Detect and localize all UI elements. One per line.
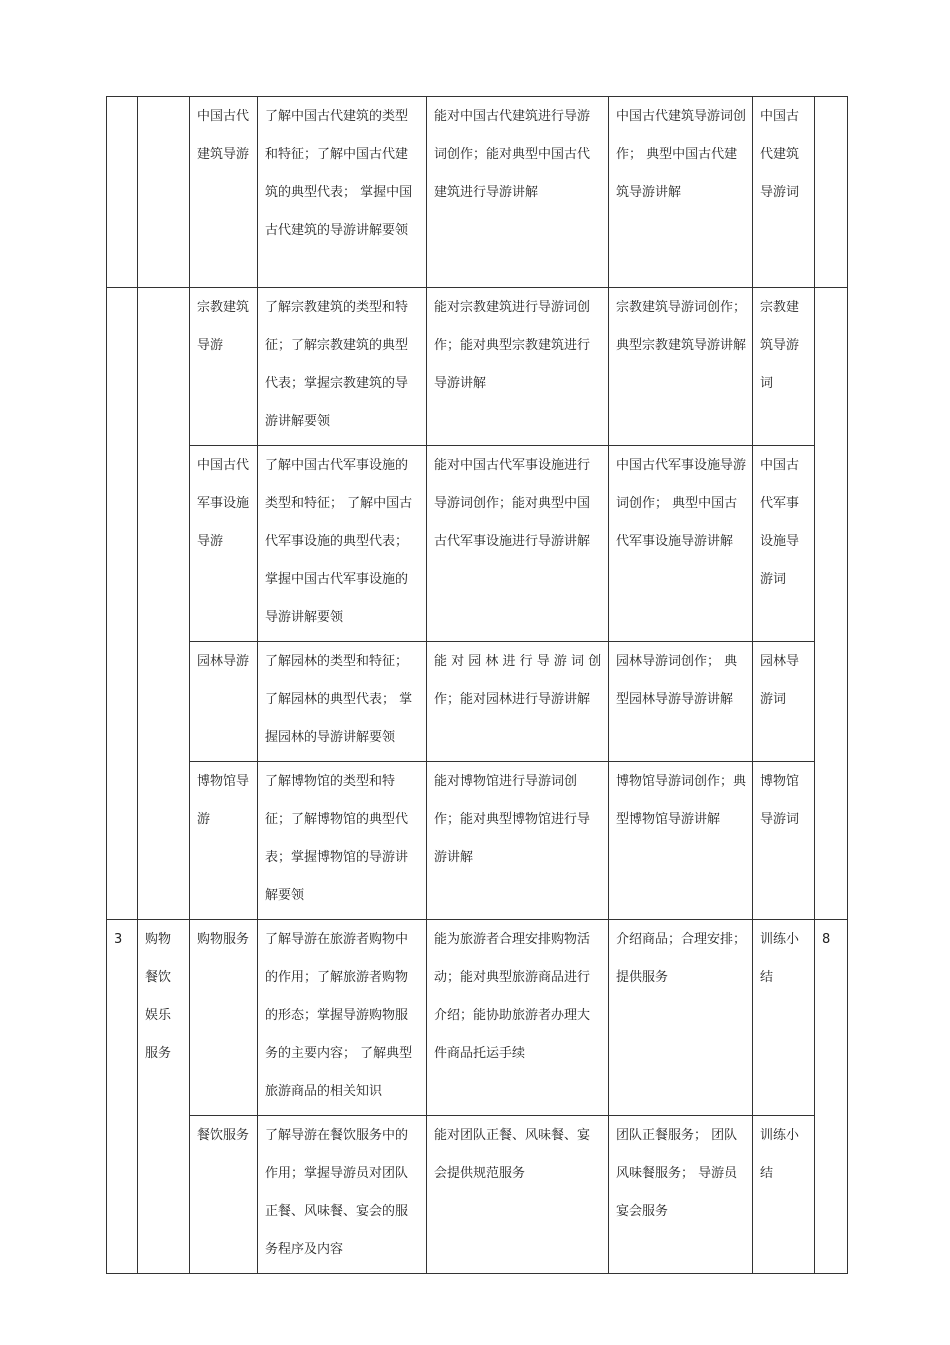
method-cell: 训练小结	[753, 920, 815, 1116]
method-cell: 训练小结	[753, 1116, 815, 1274]
table-row	[107, 762, 848, 920]
curriculum-table	[106, 96, 848, 1274]
table-row	[107, 446, 848, 642]
knowledge-cell: 了解园林的类型和特征；了解园林的典型代表； 掌握园林的导游讲解要领	[258, 642, 427, 762]
unit-cell: 宗教建筑导游	[190, 288, 258, 446]
module-cell	[138, 97, 190, 288]
method-cell: 园林导游词	[753, 642, 815, 762]
skills-cell: 能对团队正餐、风味餐、宴会提供规范服务	[427, 1116, 609, 1274]
module-cell: 购物餐饮娱乐服务	[138, 920, 190, 1274]
table-row	[107, 288, 848, 446]
content-cell: 中国古代军事设施导游词创作； 典型中国古代军事设施导游讲解	[609, 446, 753, 642]
hours-cell	[815, 288, 848, 920]
sequence-cell	[107, 288, 138, 920]
content-cell: 博物馆导游词创作；典型博物馆导游讲解	[609, 762, 753, 920]
content-cell: 中国古代建筑导游词创作； 典型中国古代建筑导游讲解	[609, 97, 753, 288]
content-cell: 园林导游词创作； 典型园林导游导游讲解	[609, 642, 753, 762]
module-cell	[138, 288, 190, 920]
table-row	[107, 1116, 848, 1274]
skills-cell: 能对中国古代建筑进行导游词创作；能对典型中国古代建筑进行导游讲解	[427, 97, 609, 288]
knowledge-cell: 了解中国古代建筑的类型和特征；了解中国古代建筑的典型代表； 掌握中国古代建筑的导游讲解要领	[258, 97, 427, 288]
hours-cell	[815, 97, 848, 288]
skills-cell: 能对中国古代军事设施进行导游词创作；能对典型中国古代军事设施进行导游讲解	[427, 446, 609, 642]
hours-cell: 8	[815, 920, 848, 1274]
knowledge-cell: 了解导游在旅游者购物中的作用；了解旅游者购物的形态；掌握导游购物服务的主要内容； 了解典型旅游商品的相关知识	[258, 920, 427, 1116]
unit-cell: 中国古代建筑导游	[190, 97, 258, 288]
method-cell: 博物馆导游词	[753, 762, 815, 920]
method-cell: 中国古代军事设施导游词	[753, 446, 815, 642]
knowledge-cell: 了解宗教建筑的类型和特征；了解宗教建筑的典型代表；掌握宗教建筑的导游讲解要领	[258, 288, 427, 446]
content-cell: 宗教建筑导游词创作；典型宗教建筑导游讲解	[609, 288, 753, 446]
unit-cell: 博物馆导游	[190, 762, 258, 920]
unit-cell: 园林导游	[190, 642, 258, 762]
unit-cell: 餐饮服务	[190, 1116, 258, 1274]
content-cell: 介绍商品；合理安排；提供服务	[609, 920, 753, 1116]
method-cell: 中国古代建筑导游词	[753, 97, 815, 288]
sequence-cell	[107, 97, 138, 288]
unit-cell: 中国古代军事设施导游	[190, 446, 258, 642]
table-row	[107, 642, 848, 762]
method-cell: 宗教建筑导游词	[753, 288, 815, 446]
table-row	[107, 97, 848, 288]
knowledge-cell: 了解导游在餐饮服务中的作用；掌握导游员对团队正餐、风味餐、宴会的服务程序及内容	[258, 1116, 427, 1274]
skills-cell: 能 对 园 林 进 行 导 游 词 创作；能对园林进行导游讲解	[427, 642, 609, 762]
content-cell: 团队正餐服务； 团队风味餐服务； 导游员宴会服务	[609, 1116, 753, 1274]
knowledge-cell: 了解中国古代军事设施的类型和特征； 了解中国古代军事设施的典型代表；掌握中国古代军事设施的导游讲解要领	[258, 446, 427, 642]
skills-cell: 能对博物馆进行导游词创作；能对典型博物馆进行导游讲解	[427, 762, 609, 920]
unit-cell: 购物服务	[190, 920, 258, 1116]
sequence-cell: 3	[107, 920, 138, 1274]
knowledge-cell: 了解博物馆的类型和特征；了解博物馆的典型代表；掌握博物馆的导游讲解要领	[258, 762, 427, 920]
skills-cell: 能对宗教建筑进行导游词创作；能对典型宗教建筑进行导游讲解	[427, 288, 609, 446]
skills-cell: 能为旅游者合理安排购物活动；能对典型旅游商品进行介绍；能协助旅游者办理大件商品托运手续	[427, 920, 609, 1116]
table-row	[107, 920, 848, 1116]
